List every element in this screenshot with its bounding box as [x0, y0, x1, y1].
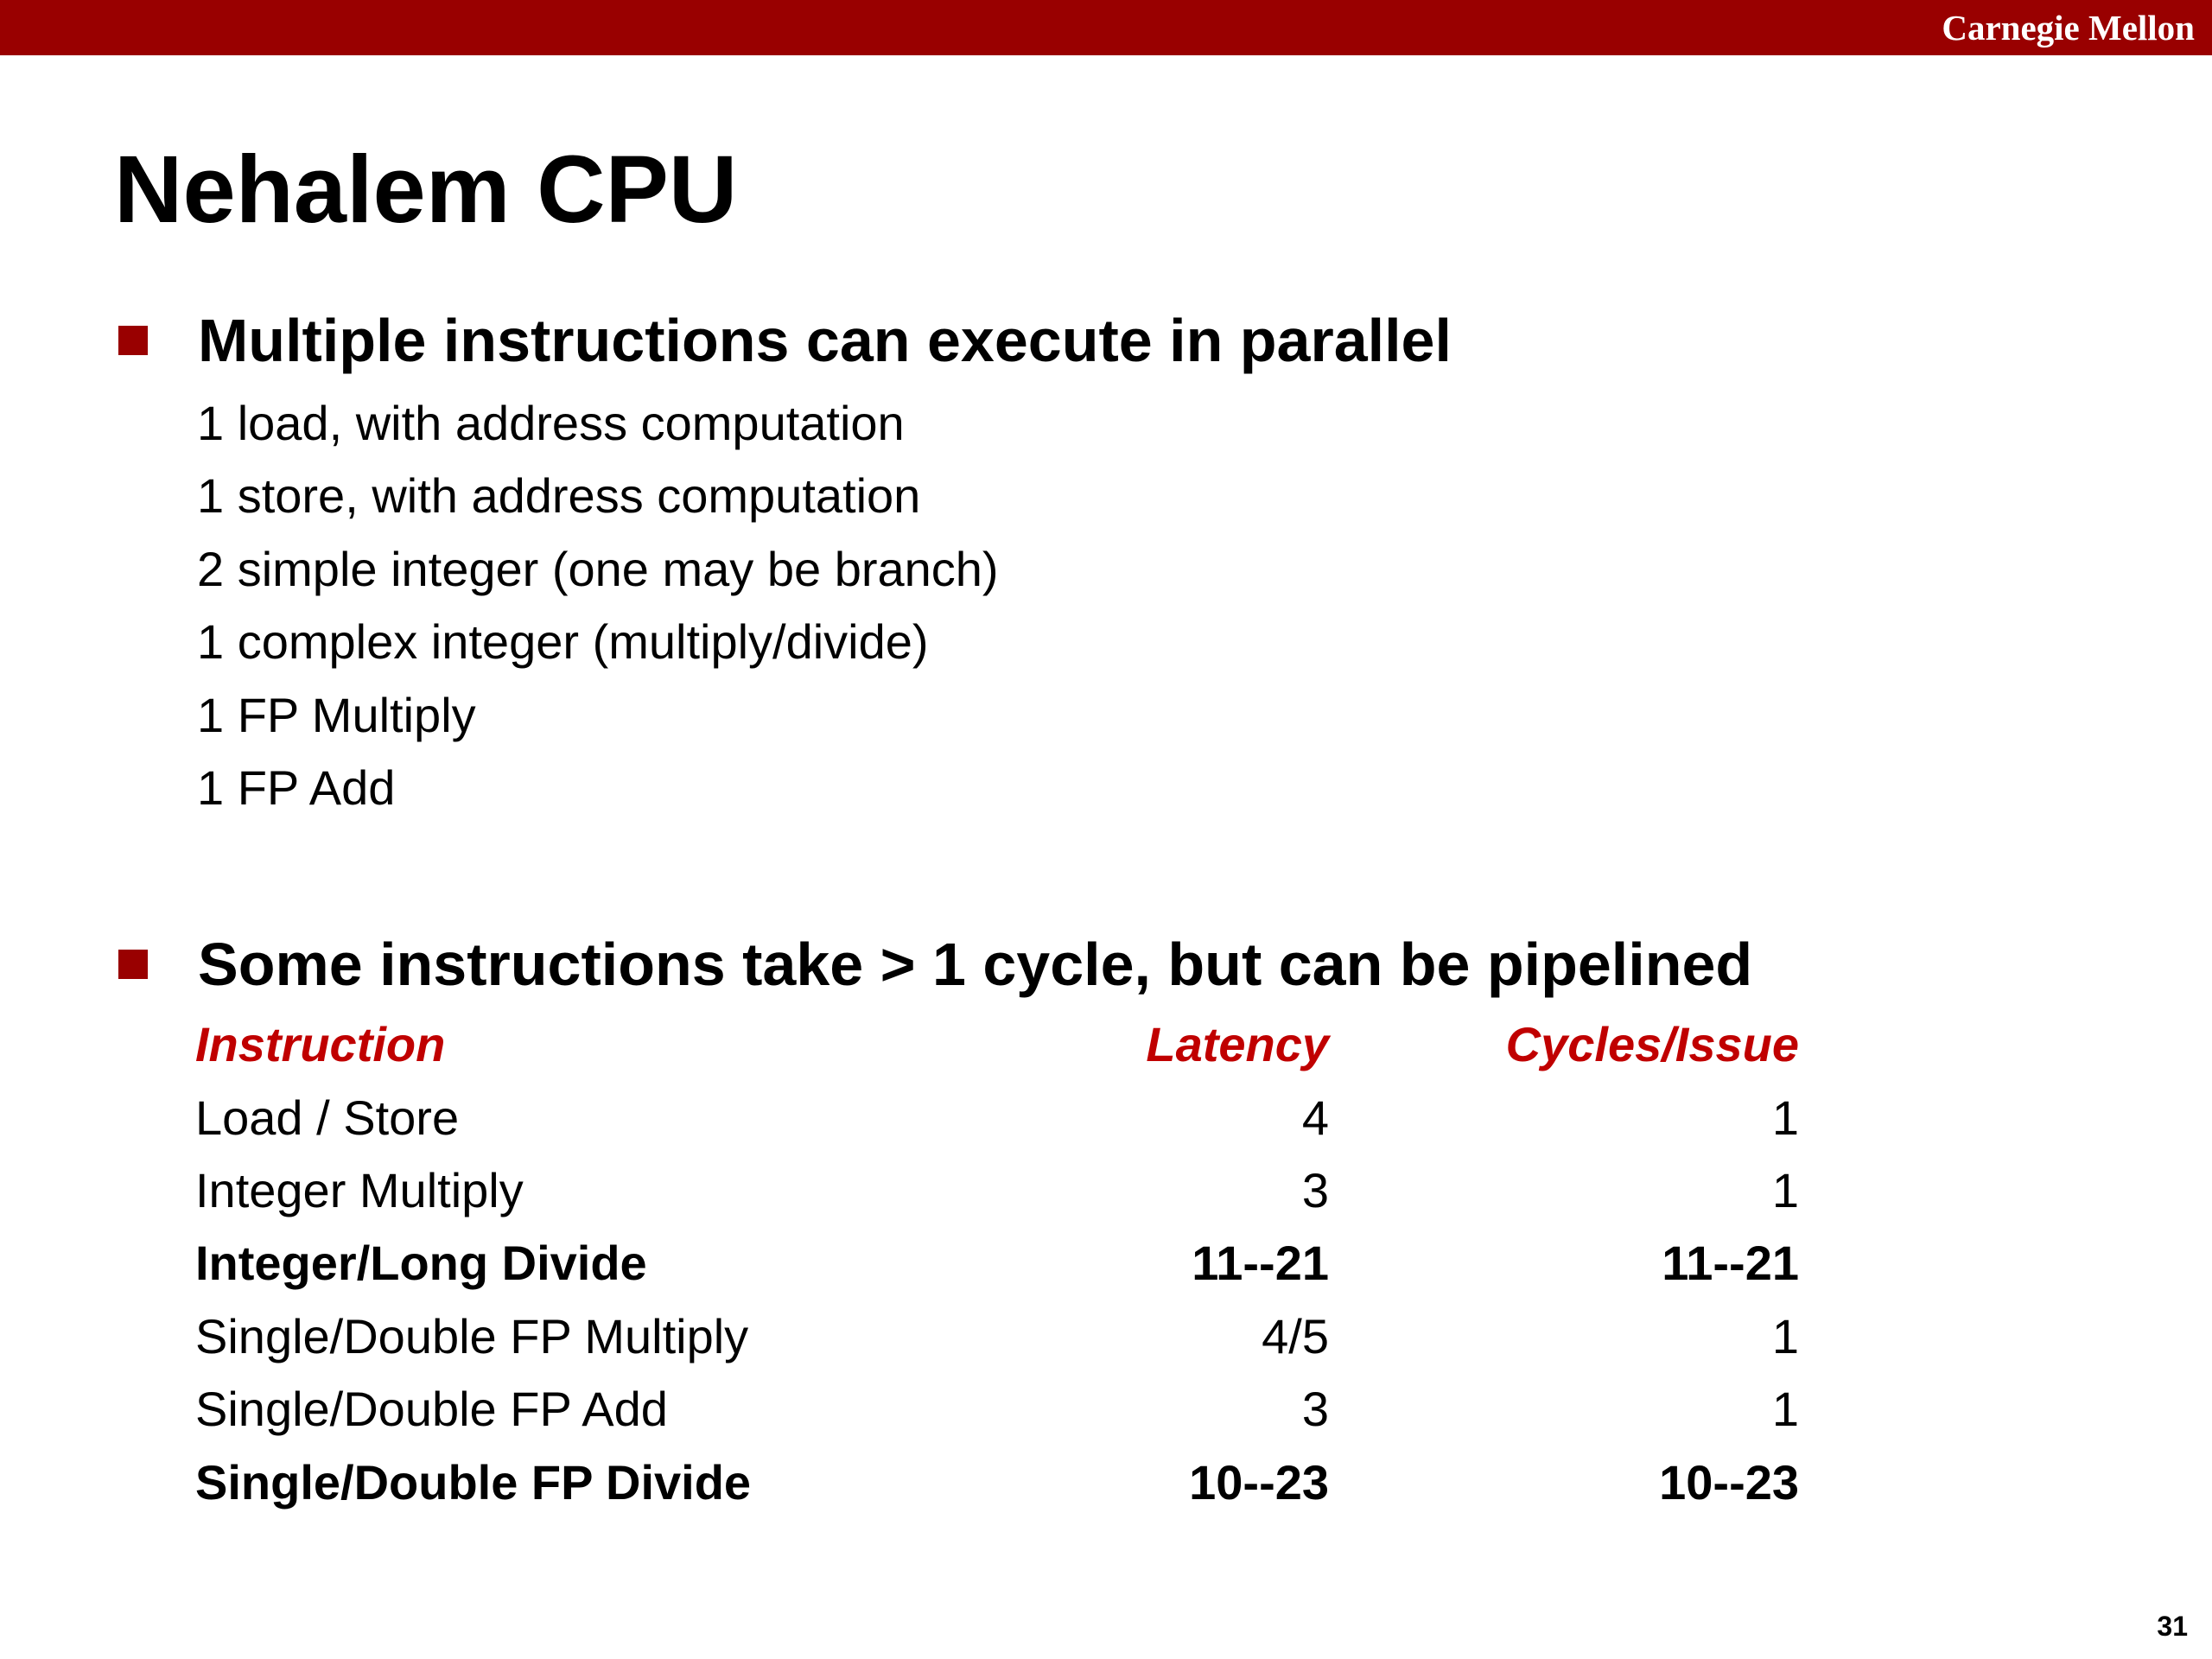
column-header-latency: Latency	[1146, 1017, 1329, 1072]
column-header-instruction: Instruction	[195, 1017, 446, 1072]
bullet-text: Multiple instructions can execute in parallel	[198, 307, 1452, 374]
cell-latency: 11--21	[1192, 1236, 1329, 1291]
cell-latency: 10--23	[1189, 1454, 1329, 1510]
page-number: 31	[2157, 1611, 2188, 1642]
cell-instruction: Single/Double FP Add	[195, 1382, 668, 1437]
cell-instruction: Single/Double FP Multiply	[195, 1308, 749, 1363]
cell-cycles-issue: 1	[1771, 1162, 1799, 1217]
list-item: 1 FP Add	[197, 760, 396, 815]
cell-instruction: Integer/Long Divide	[195, 1236, 647, 1291]
square-bullet-icon	[118, 950, 148, 979]
table-row	[195, 1154, 1799, 1227]
parallel-units-list	[197, 387, 999, 824]
column-header-cycles-issue: Cycles/Issue	[1505, 1017, 1799, 1072]
cell-latency: 4	[1301, 1090, 1329, 1145]
table-row	[195, 1446, 1799, 1518]
cell-cycles-issue: 10--23	[1659, 1454, 1799, 1510]
list-item: 1 load, with address computation	[197, 396, 905, 450]
cell-instruction: Load / Store	[195, 1090, 460, 1145]
table-row	[195, 1373, 1799, 1446]
bullet-text: Some instructions take > 1 cycle, but can be pipelined	[198, 931, 1753, 998]
list-item: 1 complex integer (multiply/divide)	[197, 614, 929, 670]
list-item: 1 FP Multiply	[197, 687, 476, 742]
header-bar	[0, 0, 2212, 55]
bullet-parallel	[118, 301, 1452, 380]
cell-cycles-issue: 1	[1771, 1382, 1799, 1437]
table-row	[195, 1227, 1799, 1300]
cell-cycles-issue: 11--21	[1662, 1236, 1799, 1291]
table-row	[195, 1081, 1799, 1154]
instruction-table	[195, 1008, 1799, 1519]
cell-latency: 3	[1301, 1382, 1329, 1437]
table-header-row	[195, 1008, 1799, 1081]
bullet-pipelined	[118, 925, 1753, 1004]
slide-title: Nehalem CPU	[114, 137, 738, 243]
cell-latency: 4/5	[1262, 1308, 1329, 1363]
cell-latency: 3	[1301, 1162, 1329, 1217]
table-row	[195, 1300, 1799, 1373]
cell-instruction: Single/Double FP Divide	[195, 1454, 752, 1510]
list-item: 2 simple integer (one may be branch)	[197, 541, 999, 596]
square-bullet-icon	[118, 326, 148, 355]
cell-cycles-issue: 1	[1771, 1090, 1799, 1145]
brand-label: Carnegie Mellon	[1942, 8, 2195, 48]
cell-cycles-issue: 1	[1771, 1308, 1799, 1363]
cell-instruction: Integer Multiply	[195, 1162, 524, 1217]
list-item: 1 store, with address computation	[197, 468, 921, 524]
